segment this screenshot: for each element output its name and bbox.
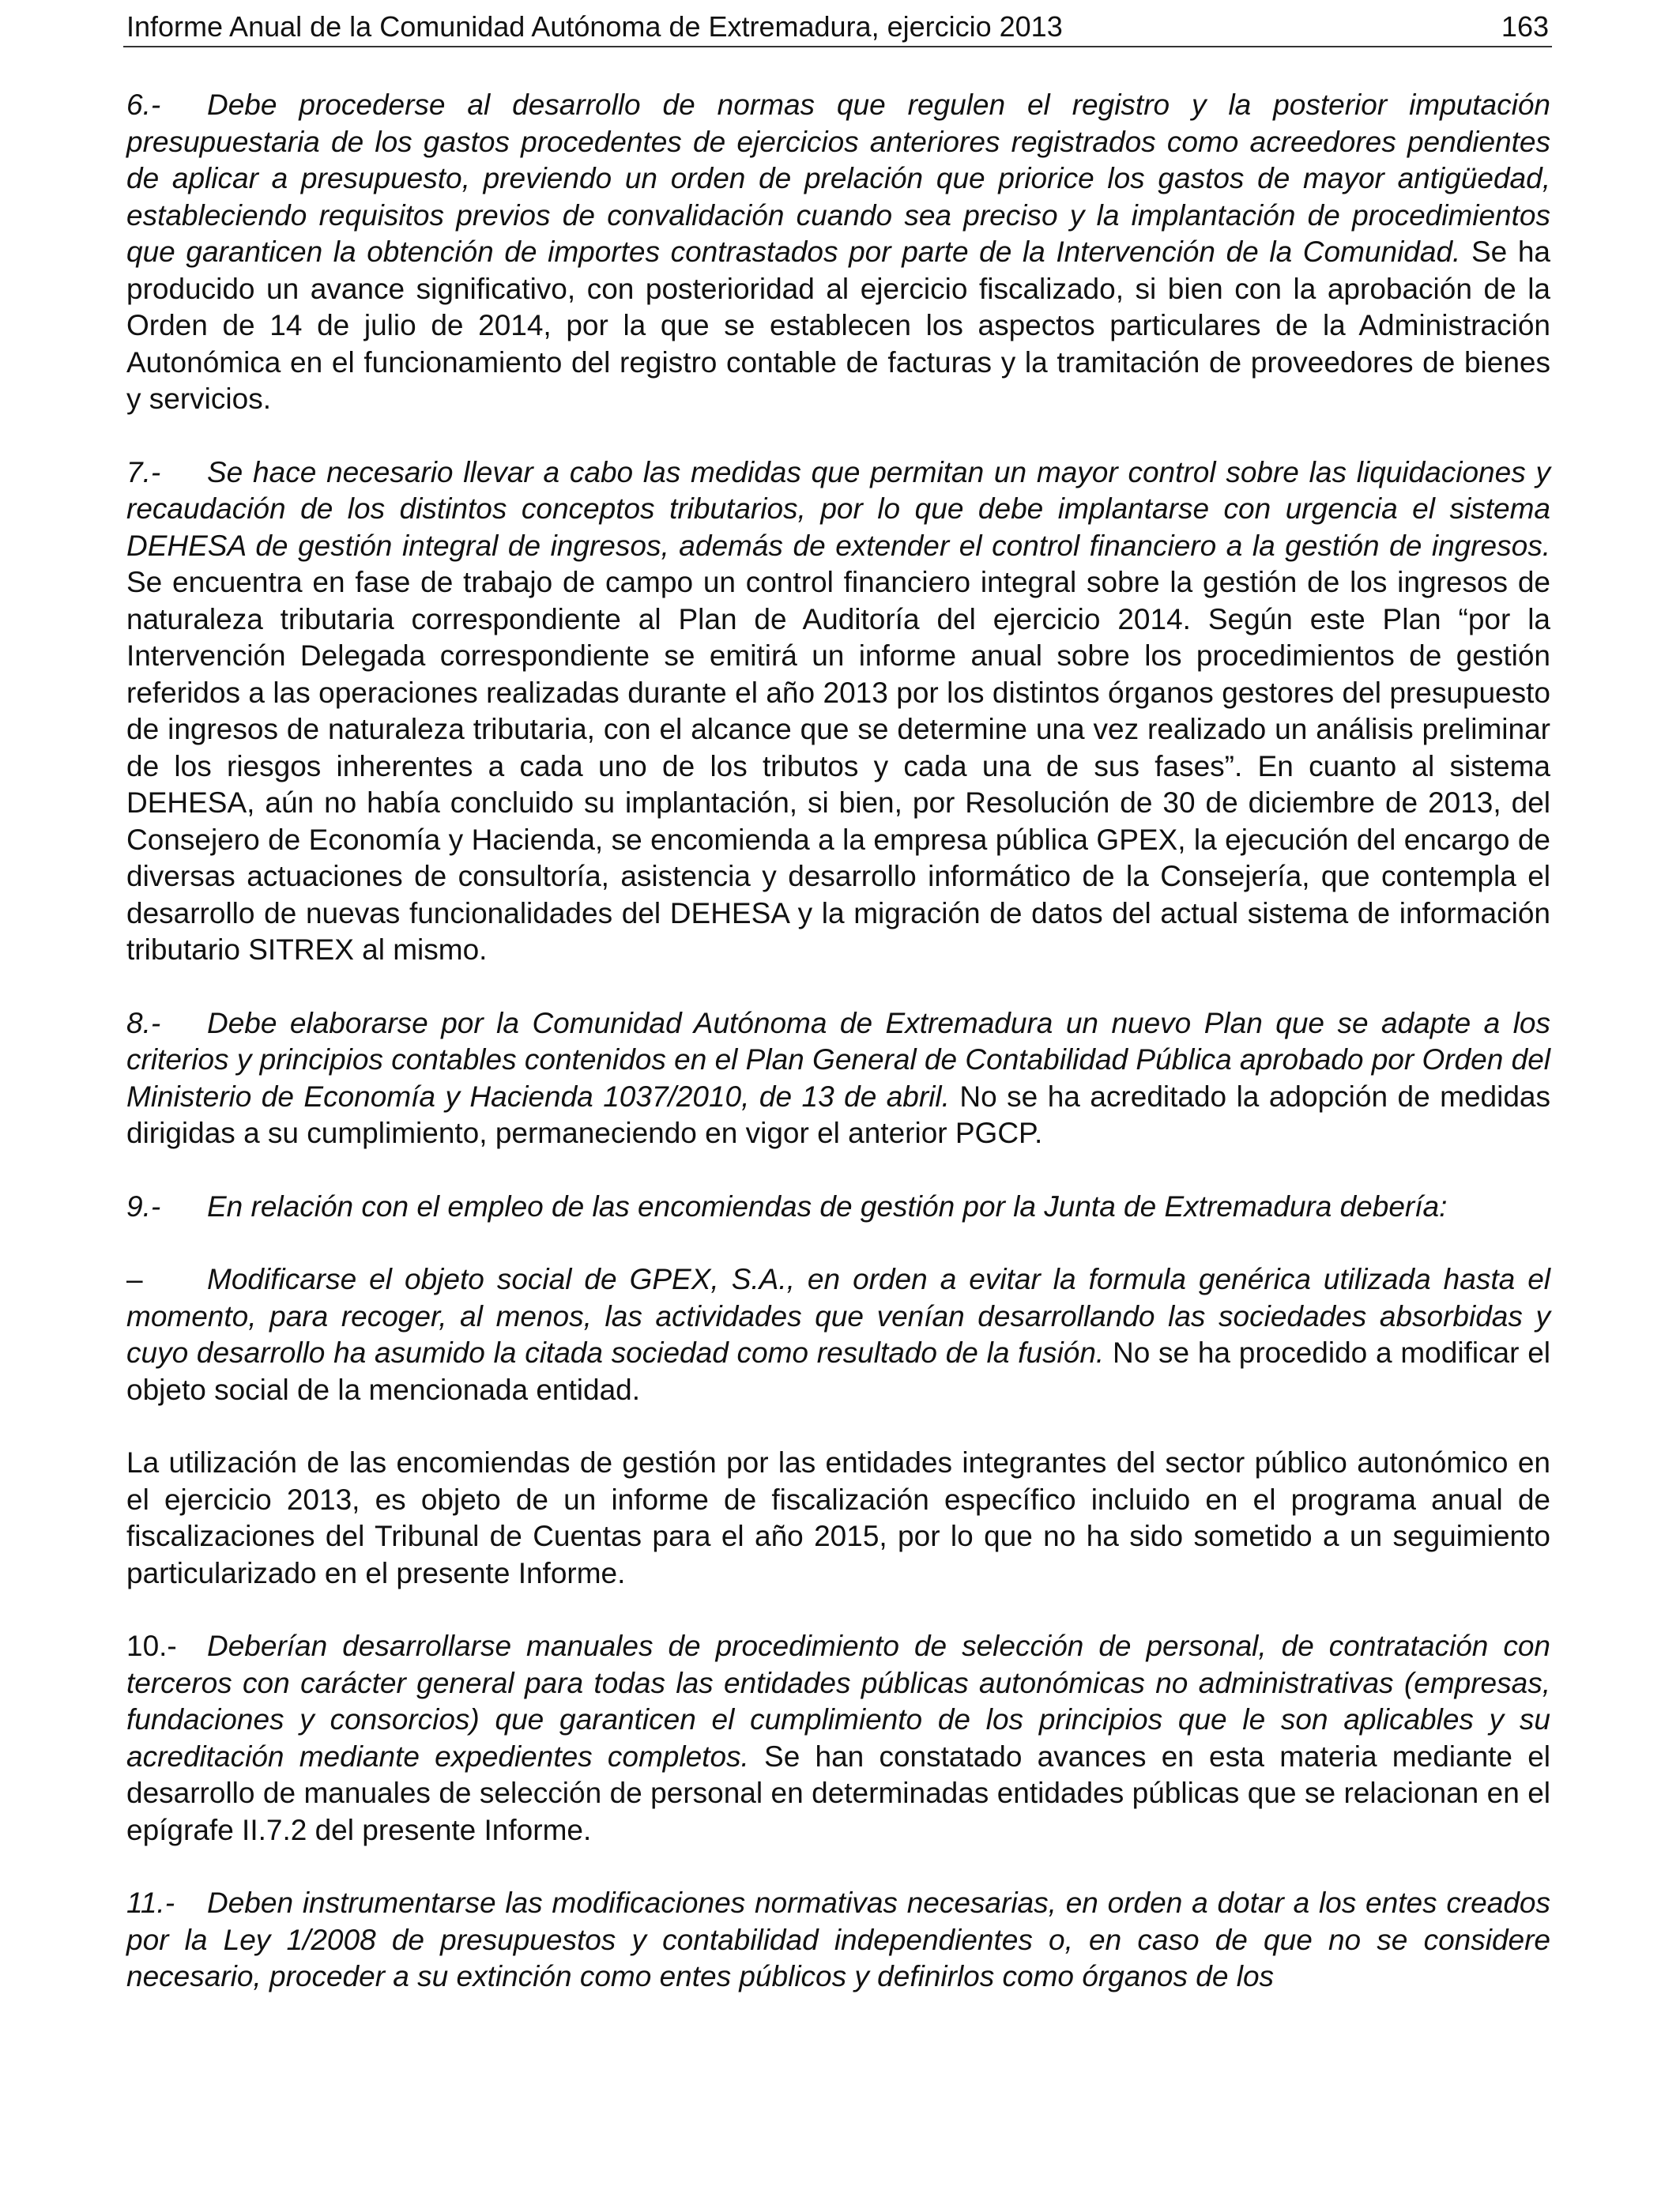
recommendation-text: Debe elaborarse por la Comunidad Autónoma de Extremadura un nuevo Plan que se adapte a los criterios y principios contables contenidos en el Plan General de Contabilidad Pública aprobado por Orden del Ministerio de Economía y Hacienda 1037/2010, de 13 de abril. [126,1006,1550,1113]
response-text: No se ha acreditado la adopción de medidas dirigidas a su cumplimiento, permaneciendo en vigor el anterior PGCP. [126,1080,1550,1149]
dash-bullet: – [126,1263,143,1295]
item-number: 10.- [126,1630,177,1662]
recommendation-text: Debe procederse al desarrollo de normas que regulen el registro y la posterior imputación presupuestaria de los gastos procedentes de ejercicios anteriores registrados como acreedores pendientes de aplicar a presupuesto, previendo un orden de prelación que priorice los gastos de mayor antigüedad, estableciendo requisitos previos de convalidación cuando sea preciso y la implantación de procedimientos que garanticen la obtención de importes contrastados por parte de la Intervención de la Comunidad. [126,89,1550,268]
item-number: 11.- [126,1887,175,1919]
item-number: 6.- [126,89,161,121]
header-title: Informe Anual de la Comunidad Autónoma de Extremadura, ejercicio 2013 [126,10,1063,43]
recommendation-7 [126,454,1550,969]
recommendation-text: Deben instrumentarse las modificaciones normativas necesarias, en orden a dotar a los entes creados por la Ley 1/2008 de presupuestos y contabilidad independientes o, en caso de que no se considere necesario, proceder a su extinción como entes públicos y definirlos como órganos de los [126,1887,1550,1992]
recommendation-text: En relación con el empleo de las encomiendas de gestión por la Junta de Extremadura debería: [207,1189,1448,1223]
recommendation-9 [126,1189,1550,1226]
recommendation-11 [126,1885,1550,1996]
response-text: Se han constatado avances en esta materia mediante el desarrollo de manuales de selección de personal en determinadas entidades públicas que se relacionan en el epígrafe II.7.2 del presente Informe. [126,1740,1551,1846]
document-body [126,87,1550,2032]
response-text: Se encuentra en fase de trabajo de campo un control financiero integral sobre la gestión de los ingresos de naturaleza tributaria correspondiente al Plan de Auditoría del ejercicio 2014. Según este Plan “por la Intervención Delegada correspondiente se emitirá un informe anual sobre los procedimientos de gestión referidos a las operaciones realizadas durante el año 2013 por los distintos órganos gestores del presupuesto de ingresos de naturaleza tributaria, con el alcance que se determine una vez realizado un análisis preliminar de los riesgos inherentes a cada uno de los tributos y cada una de sus fases”. En cuanto al sistema DEHESA, aún no había concluido su implantación, si bien, por Resolución de 30 de diciembre de 2013, del Consejero de Economía y Hacienda, se encomienda a la empresa pública GPEX, la ejecución del encargo de diversas actuaciones de consultoría, asistencia y desarrollo informático de la Consejería, que contempla el desarrollo de nuevas funcionalidades del DEHESA y la migración de datos del actual sistema de información tributario SITREX al mismo. [126,566,1550,966]
item-number: 8.- [126,1006,161,1039]
page-header [123,8,1552,47]
recommendation-text: Modificarse el objeto social de GPEX, S.A., en orden a evitar la formula genérica utilizada hasta el momento, para recoger, al menos, las actividades que venían desarrollando las sociedades absorbidas y cuyo desarrollo ha asumido la citada sociedad como resultado de la fusión. [126,1263,1550,1369]
encomiendas-note: La utilización de las encomiendas de gestión por las entidades integrantes del sector público autonómico en el ejercicio 2013, es objeto de un informe de fiscalización específico incluido en el programa anual de fiscalizaciones del Tribunal de Cuentas para el año 2015, por lo que no ha sido sometido a un seguimiento particularizado en el presente Informe. [126,1446,1550,1589]
recommendation-9-subitem [126,1261,1550,1408]
recommendation-6 [126,87,1550,418]
page-number: 163 [1501,10,1549,43]
recommendation-text: Deberían desarrollarse manuales de procedimiento de selección de personal, de contratación con terceros con carácter general para todas las entidades públicas autonómicas no administrativas (empresas, fundaciones y consorcios) que garanticen el cumplimiento de los principios que le son aplicables y su acreditación mediante expedientes completos. [126,1630,1550,1773]
recommendation-8 [126,1005,1550,1152]
recommendation-10 [126,1628,1550,1849]
item-number: 7.- [126,455,161,488]
response-text: No se ha procedido a modificar el objeto social de la mencionada entidad. [126,1336,1550,1406]
recommendation-text: Se hace necesario llevar a cabo las medidas que permitan un mayor control sobre las liquidaciones y recaudación de los distintos conceptos tributarios, por lo que debe implantarse con urgencia el sistema DEHESA de gestión integral de ingresos, además de extender el control financiero a la gestión de ingresos. [126,455,1550,562]
item-number: 9.- [126,1189,161,1223]
response-text: Se ha producido un avance significativo, con posterioridad al ejercicio fiscalizado, si bien con la aprobación de la Orden de 14 de julio de 2014, por la que se establecen los aspectos particulares de la Administración Autonómica en el funcionamiento del registro contable de facturas y la tramitación de proveedores de bienes y servicios. [126,236,1550,415]
